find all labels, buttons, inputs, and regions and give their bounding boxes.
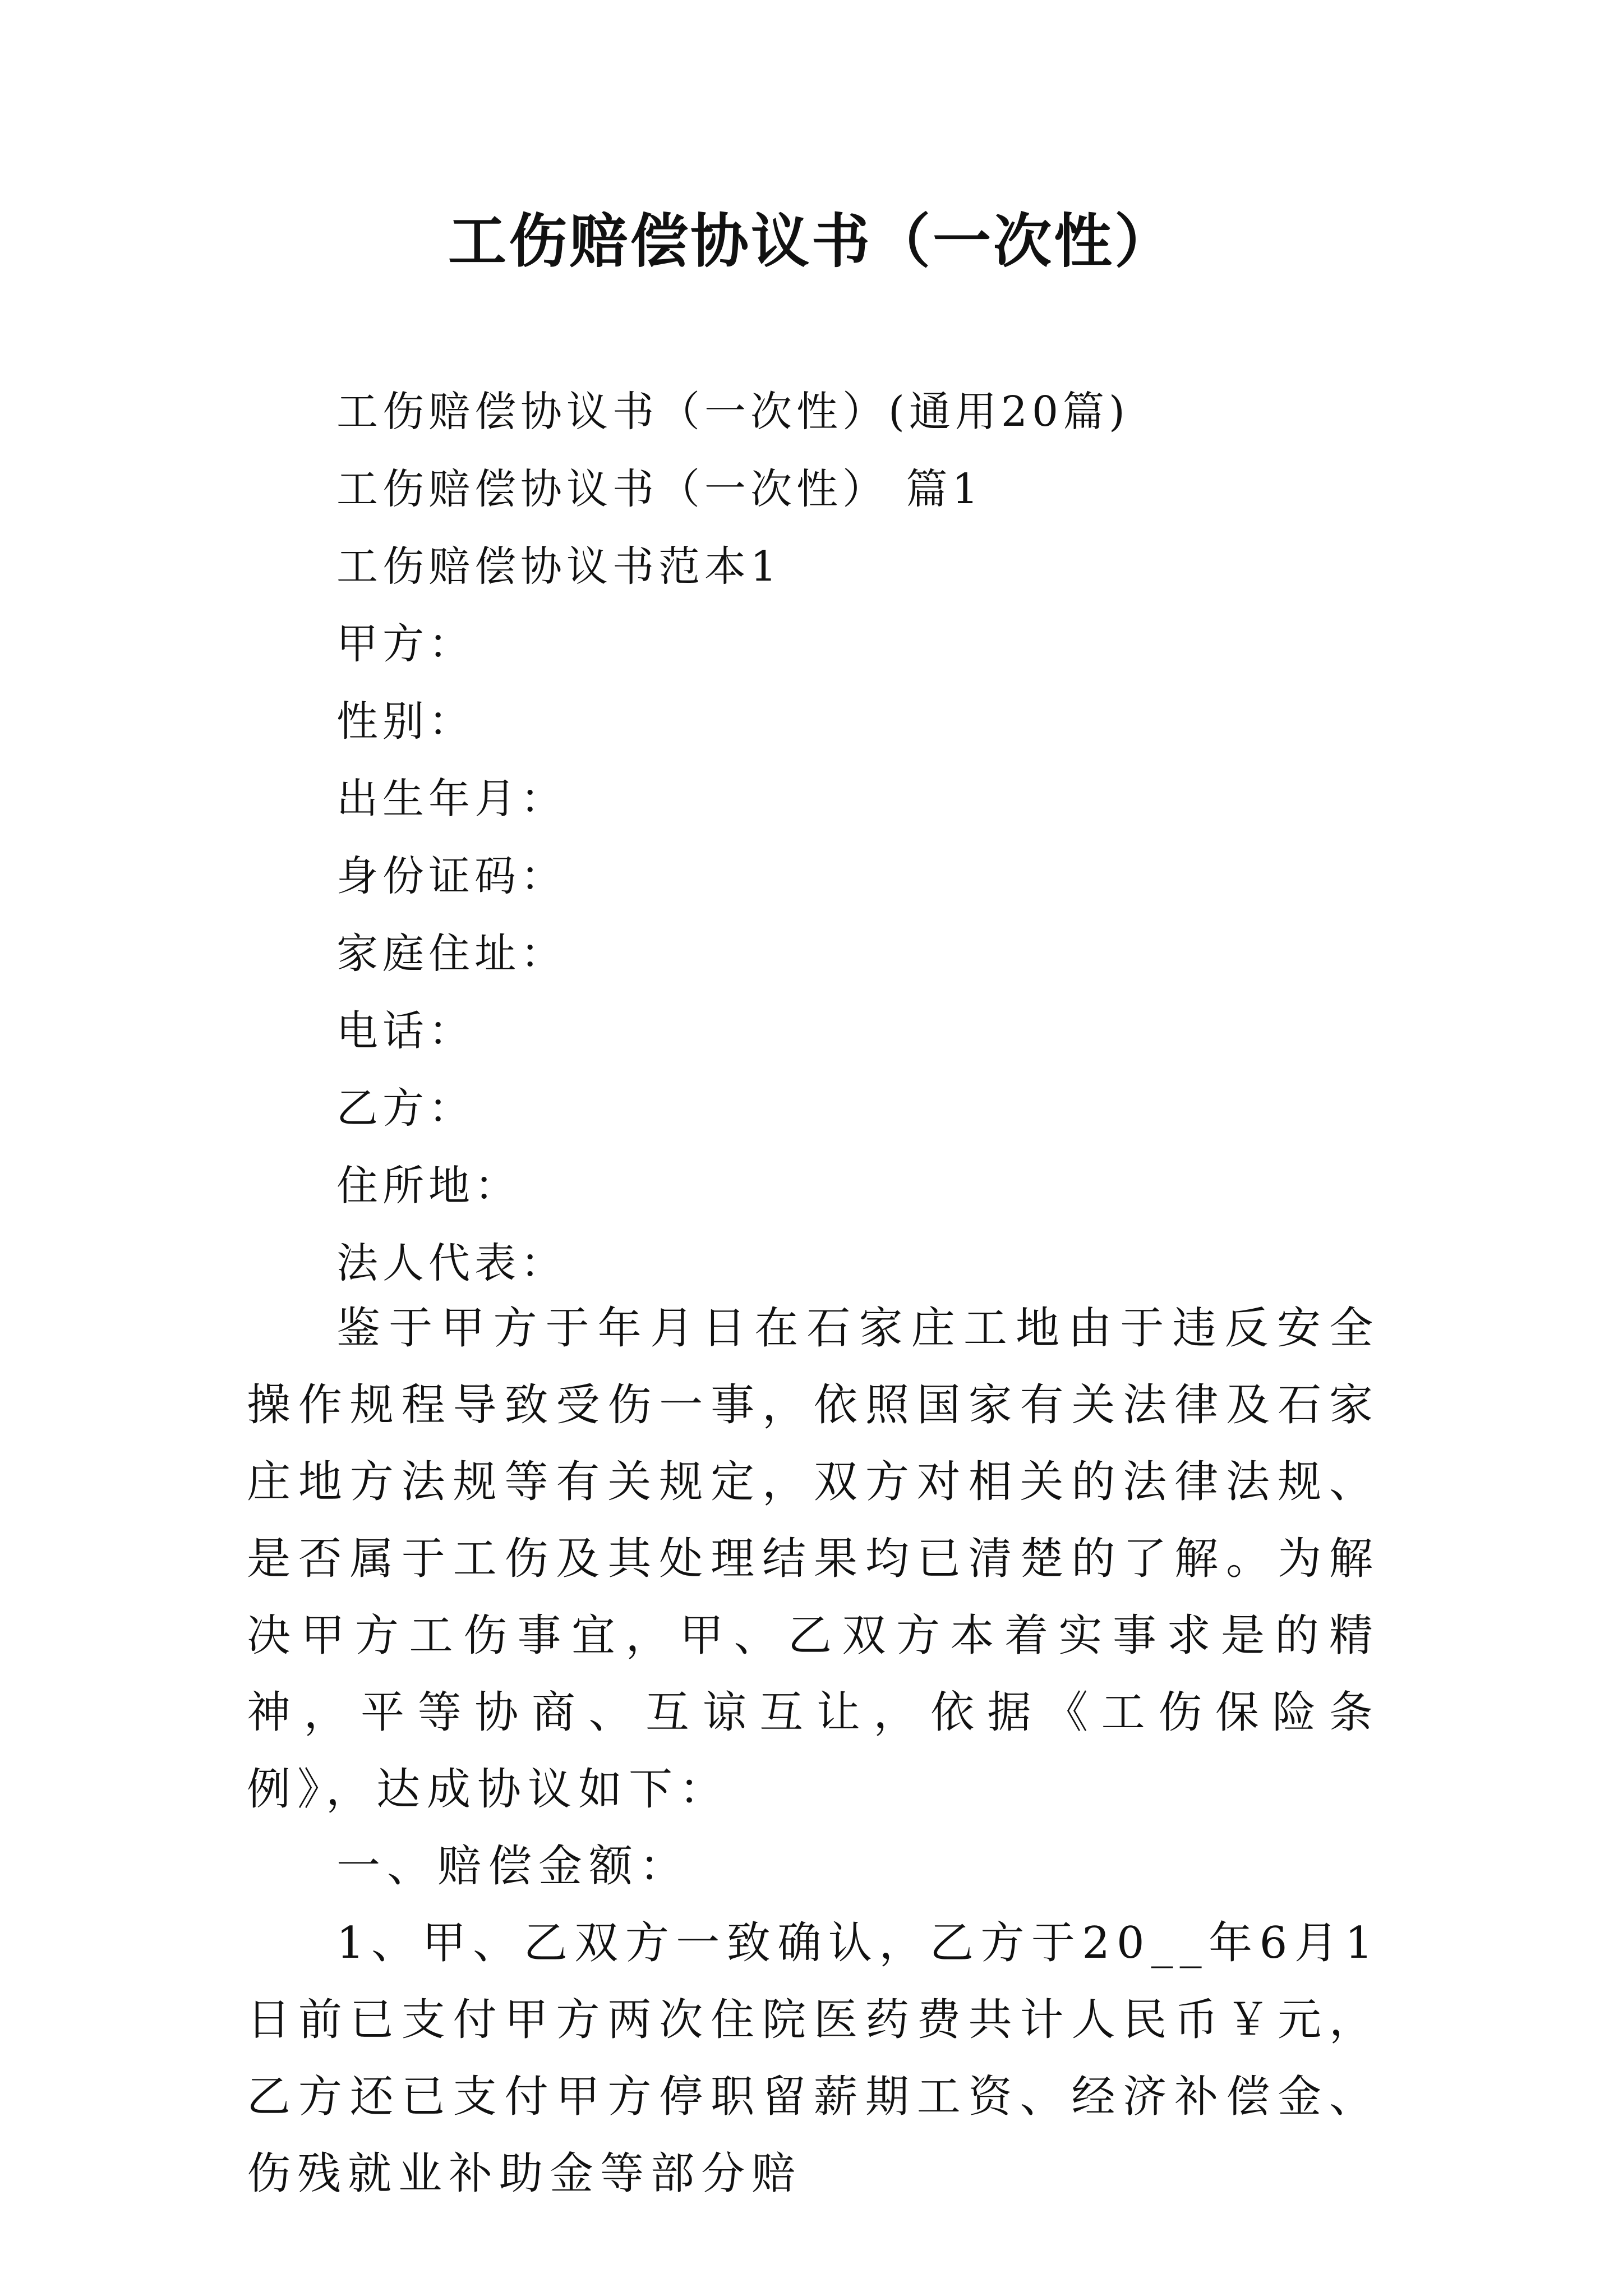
field-phone: 电话： [336, 1007, 474, 1055]
clause-1-paragraph: 1、甲、乙双方一致确认，乙方于20__年6月1日前已支付甲方两次住院医药费共计人民币￥元，乙方还已支付甲方停职留薪期工资、经济补偿金、伤残就业补助金等部分赔 [247, 1918, 1380, 2199]
document-title: 工伤赔偿协议书（一次性） [448, 206, 1175, 275]
document-body [247, 1290, 1380, 2212]
field-home-address: 家庭住址： [336, 930, 566, 978]
field-domicile: 住所地： [336, 1162, 520, 1210]
field-gender: 性别： [336, 697, 474, 746]
field-legal-representative: 法人代表： [336, 1239, 566, 1287]
preamble-paragraph: 鉴于甲方于年月日在石家庄工地由于违反安全操作规程导致受伤一事，依照国家有关法律及石家庄地方法规等有关规定，双方对相关的法律法规、是否属于工伤及其处理结果均已清楚的了解。为解决甲方工伤事宜，甲、乙双方本着实事求是的精神，平等协商、互谅互让，依据《工伤保险条例》，达成协议如下： [247, 1303, 1380, 1815]
header-line-template: 工伤赔偿协议书范本1 [336, 542, 782, 591]
field-party-b: 乙方： [336, 1084, 474, 1133]
field-birth-date: 出生年月： [336, 775, 566, 823]
header-line-collection: 工伤赔偿协议书（一次性）(通用20篇) [336, 388, 1129, 436]
field-id-number: 身份证码： [336, 852, 566, 900]
field-party-a: 甲方： [336, 620, 474, 668]
section-heading-compensation: 一、赔偿金额： [336, 1841, 690, 1892]
document-header-block [336, 373, 1458, 1302]
header-line-chapter: 工伤赔偿协议书（一次性） 篇1 [336, 465, 983, 513]
